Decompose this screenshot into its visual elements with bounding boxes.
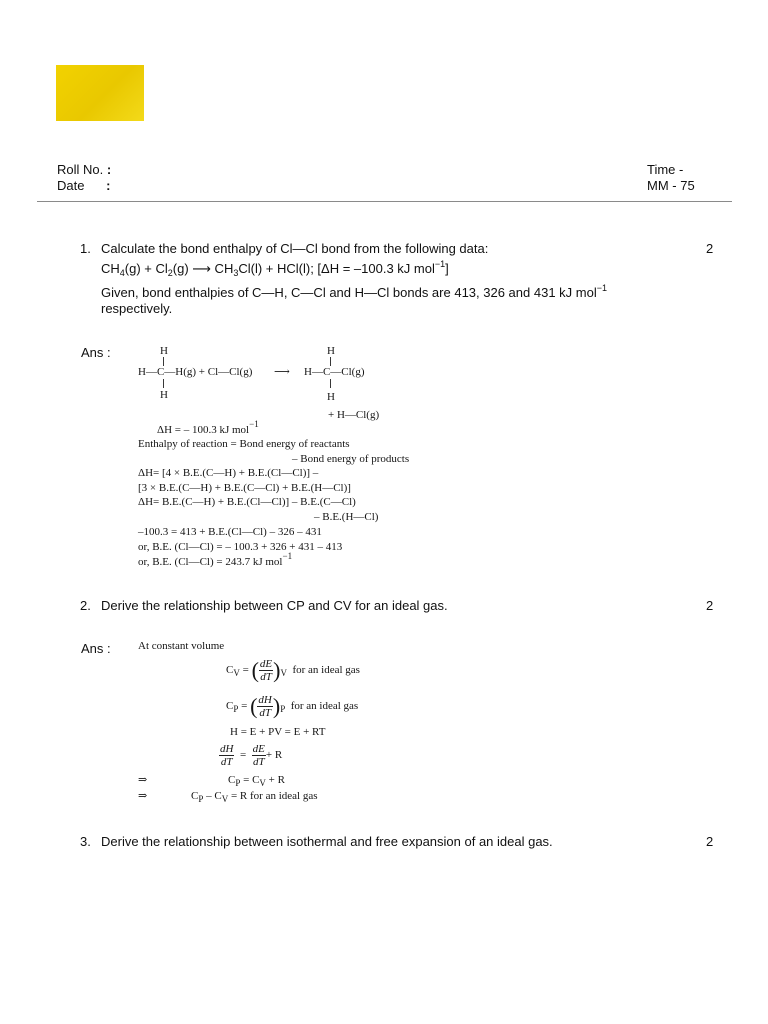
- q1-given: Given, bond enthalpies of C—H, C—Cl and H—Cl bonds are 413, 326 and 431 kJ mol$^{-1}$: [101, 283, 607, 300]
- q2-implies-2-arrow: ⇒: [138, 790, 148, 802]
- date-label: Date :: [57, 178, 111, 193]
- h-top-left: H: [160, 345, 168, 357]
- q1-ans-label: Ans :: [81, 345, 111, 360]
- q1-step-4: [3 × B.E.(C—H) + B.E.(C—Cl) + B.E.(H—Cl)]: [138, 482, 351, 494]
- q3-number: 3.: [80, 834, 91, 849]
- right-chain: H—C—Cl(g): [304, 366, 365, 378]
- q2-number: 2.: [80, 598, 91, 613]
- max-marks-label: MM - 75: [647, 178, 695, 193]
- q1-equation: $CH_4(g) + Cl_2(g)$ ⟶ $CH_3Cl(l) + HCl(l)$; [ΔH = –100.3 kJ mol$^{-1}$]: [101, 259, 449, 278]
- q1-number: 1.: [80, 241, 91, 256]
- q1-step-6: – B.E.(H—Cl): [314, 511, 379, 523]
- reaction-arrow-icon: ⟶: [192, 261, 211, 276]
- q2-ans-label: Ans :: [81, 641, 111, 656]
- reaction-arrow-icon: ⟶: [274, 366, 290, 378]
- q3-text: Derive the relationship between isothermal and free expansion of an ideal gas.: [101, 834, 553, 849]
- q1-step-2: – Bond energy of products: [292, 453, 410, 465]
- q1-step-5: ΔH= B.E.(C—H) + B.E.(Cl—Cl)] – B.E.(C—Cl): [138, 496, 356, 508]
- roll-no-label: Roll No. :: [57, 162, 112, 177]
- q2-cp-equation: $C_P$ = ( $\frac{dH}{dT}$ )$_P$ for an ideal gas: [226, 693, 359, 719]
- q2-implies-2: $C_P - C_V = R$ for an ideal gas: [191, 790, 318, 804]
- q2-derivative-equation: $\frac{dH}{dT}$ = $\frac{dE}{dT}$ + R: [220, 743, 283, 768]
- q1-marks: 2: [706, 241, 714, 256]
- time-label: Time -: [647, 162, 684, 177]
- h-top-right: H: [327, 345, 335, 357]
- q1-step-8: or, B.E. (Cl—Cl) = – 100.3 + 326 + 431 – 413: [138, 541, 343, 553]
- q1-structure-diagram: [134, 340, 394, 424]
- q2-text: Derive the relationship between CP and CV for an ideal gas.: [101, 598, 448, 613]
- header-divider: [37, 201, 732, 202]
- q1-text: Calculate the bond enthalpy of Cl—Cl bond from the following data:: [101, 241, 489, 256]
- q2-intro: At constant volume: [138, 640, 225, 652]
- h-bottom-right: H: [327, 391, 335, 403]
- q1-step-7: –100.3 = 413 + B.E.(Cl—Cl) – 326 – 431: [138, 526, 322, 538]
- h-bottom-left: H: [160, 389, 168, 401]
- q2-cv-equation: $C_V$ = ( $\frac{dE}{dT}$ )$_V$ for an ideal gas: [226, 657, 360, 683]
- q1-given-cont: respectively.: [101, 301, 173, 316]
- q1-step-3: ΔH= [4 × B.E.(C—H) + B.E.(Cl—Cl)] –: [138, 467, 319, 479]
- q2-implies-1-arrow: ⇒: [138, 774, 148, 786]
- q2-marks: 2: [706, 598, 714, 613]
- left-chain: H—C—H(g) + Cl—Cl(g): [138, 366, 253, 378]
- logo-block: [56, 65, 144, 121]
- q1-delta-h: ΔH = – 100.3 kJ mol$^{-1}$: [157, 419, 259, 436]
- hcl-product: + H—Cl(g): [328, 409, 380, 421]
- q1-step-1: Enthalpy of reaction = Bond energy of reactants: [138, 438, 350, 450]
- q2-h-equation: H = E + PV = E + RT: [230, 726, 326, 738]
- q3-marks: 2: [706, 834, 714, 849]
- q1-step-9: or, B.E. (Cl—Cl) = 243.7 kJ mol$^{-1}$: [138, 551, 293, 568]
- q2-implies-1: $C_P = C_V + R$: [228, 774, 285, 788]
